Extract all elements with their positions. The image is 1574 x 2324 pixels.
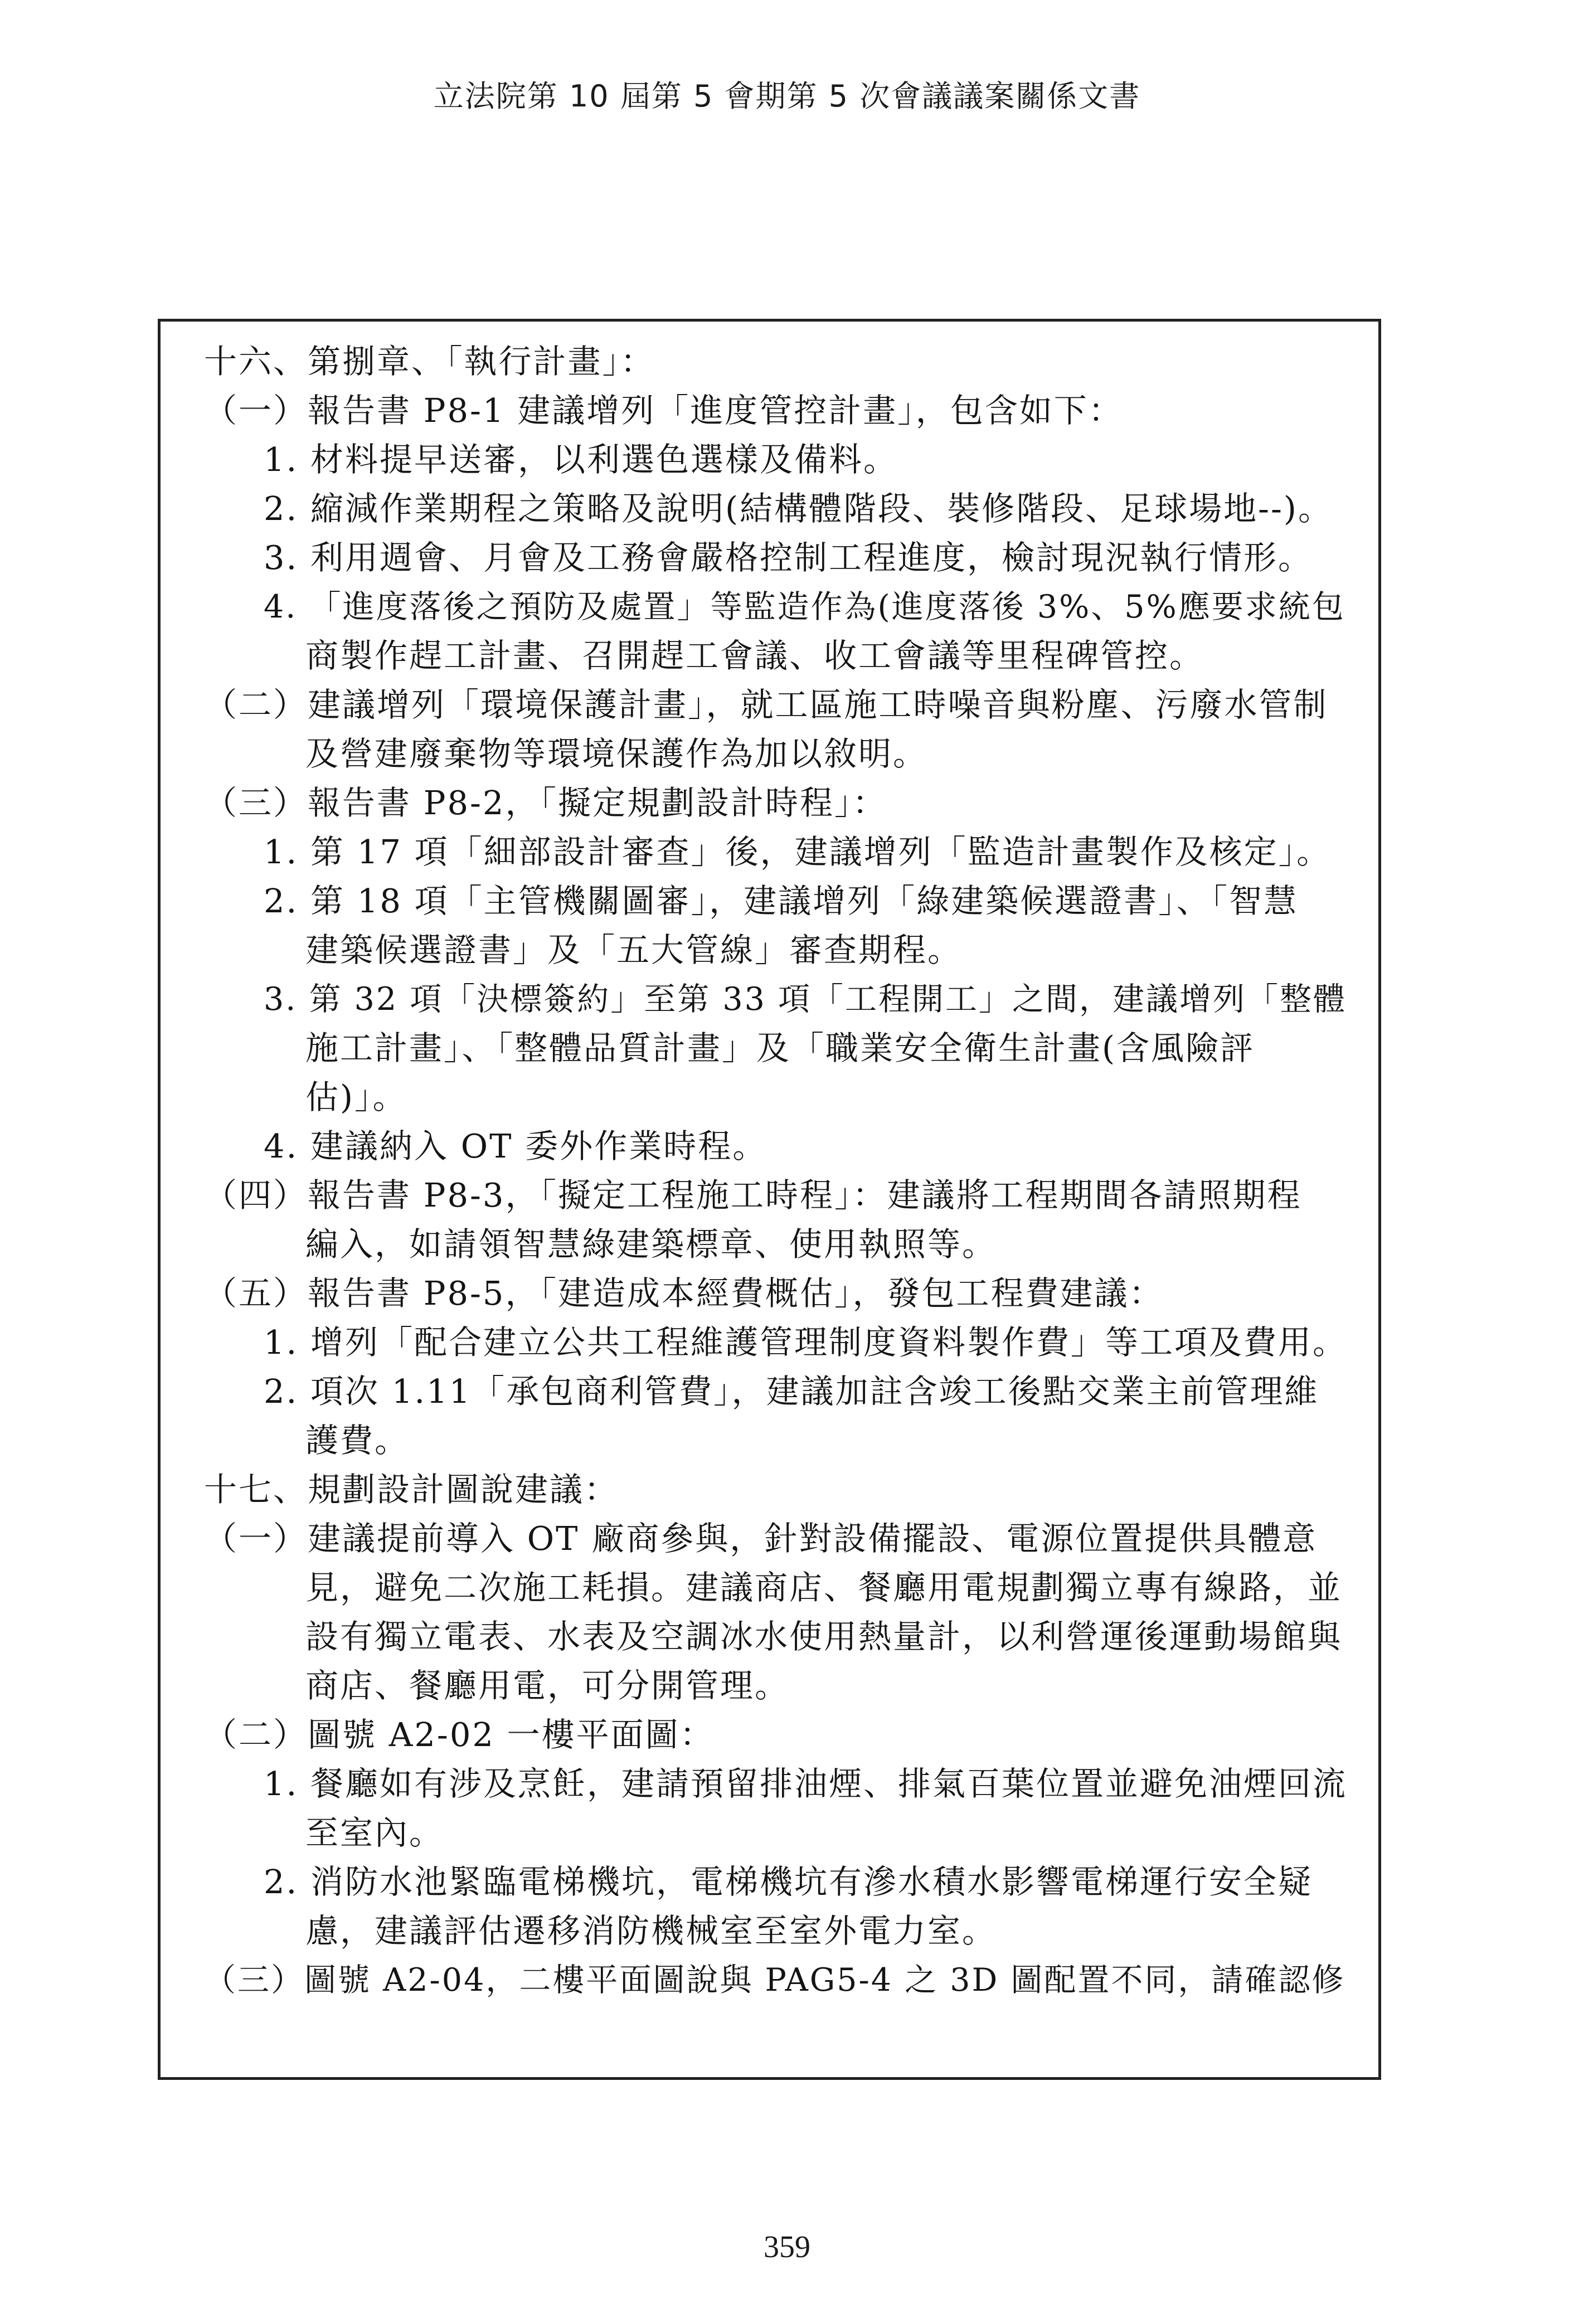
document-header: 立法院第 10 屆第 5 會期第 5 次會議議案關係文書 — [433, 79, 1141, 114]
numbered-item: 2. 第 18 項「主管機關圖審」，建議增列「綠建築候選證書」、「智慧 — [264, 882, 1299, 920]
subsection-line: （二）圖號 A2-02 一樓平面圖： — [204, 1715, 715, 1754]
subsection-line: （一）報告書 P8-1 建議增列「進度管控計畫」，包含如下： — [204, 391, 1123, 430]
numbered-item: 2. 縮減作業期程之策略及說明(結構體階段、裝修階段、足球場地--)。 — [264, 489, 1333, 528]
item-continuation: 估)」。 — [305, 1078, 407, 1116]
item-continuation: 商製作趕工計畫、召開趕工會議、收工會議等里程碑管控。 — [305, 636, 1204, 675]
document-body-box — [158, 319, 1381, 2080]
subsection-continuation: 及營建廢棄物等環境保護作為加以敘明。 — [305, 735, 928, 773]
subsection-line: （一）建議提前導入 OT 廠商參與，針對設備擺設、電源位置提供具體意 — [204, 1519, 1318, 1558]
numbered-item: 3. 第 32 項「決標簽約」至第 33 項「工程開工」之間，建議增列「整體 — [264, 981, 1347, 1018]
numbered-item: 2. 項次 1.11「承包商利管費」，建議加註含竣工後點交業主前管理維 — [264, 1372, 1319, 1411]
subsection-continuation: 編入，如請領智慧綠建築標章、使用執照等。 — [305, 1225, 997, 1263]
subsection-line: （四）報告書 P8-3，「擬定工程施工時程」：建議將工程期間各請照期程 — [204, 1176, 1302, 1214]
numbered-item: 1. 餐廳如有涉及烹飪，建請預留排油煙、排氣百葉位置並避免油煙回流 — [264, 1764, 1348, 1803]
numbered-item: 3. 利用週會、月會及工務會嚴格控制工程進度，檢討現況執行情形。 — [264, 538, 1313, 577]
subsection-continuation: 商店、餐廳用電，可分開管理。 — [305, 1666, 790, 1705]
subsection-line: （二）建議增列「環境保護計畫」，就工區施工時噪音與粉塵、污廢水管制 — [204, 685, 1328, 724]
numbered-item: 4. 建議納入 OT 委外作業時程。 — [264, 1127, 767, 1165]
page-number: 359 — [764, 2230, 810, 2264]
subsection-continuation: 見，避免二次施工耗損。建議商店、餐廳用電規劃獨立專有線路，並 — [305, 1568, 1343, 1607]
numbered-item: 1. 增列「配合建立公共工程維護管理制度資料製作費」等工項及費用。 — [264, 1323, 1348, 1362]
subsection-continuation: 設有獨立電表、水表及空調冰水使用熱量計，以利營運後運動場館與 — [305, 1617, 1343, 1656]
subsection-line: （五）報告書 P8-5，「建造成本經費概估」，發包工程費建議： — [204, 1274, 1164, 1312]
item-continuation: 慮，建議評估遷移消防機械室至室外電力室。 — [305, 1912, 997, 1950]
numbered-item: 1. 材料提早送審，以利選色選樣及備料。 — [264, 440, 898, 479]
section-heading: 十七、規劃設計圖說建議： — [204, 1470, 619, 1509]
subsection-line: （三）圖號 A2-04，二樓平面圖說與 PAG5-4 之 3D 圖配置不同，請確認修 — [204, 1962, 1345, 1999]
item-continuation: 建築候選證書」及「五大管線」審查期程。 — [305, 931, 963, 969]
numbered-item: 2. 消防水池緊臨電梯機坑，電梯機坑有滲水積水影響電梯運行安全疑 — [264, 1863, 1313, 1901]
section-heading: 十六、第捌章、「執行計畫」： — [204, 342, 655, 381]
item-continuation: 護費。 — [305, 1421, 410, 1460]
item-continuation: 施工計畫」、「整體品質計畫」及「職業安全衛生計畫(含風險評 — [305, 1029, 1255, 1067]
numbered-item: 1. 第 17 項「細部設計審查」後，建議增列「監造計畫製作及核定」。 — [264, 833, 1332, 871]
numbered-item: 4. 「進度落後之預防及處置」等監造作為(進度落後 3%、5%應要求統包 — [264, 589, 1345, 625]
subsection-line: （三）報告書 P8-2，「擬定規劃設計時程」： — [204, 784, 887, 822]
item-continuation: 至室內。 — [305, 1814, 444, 1852]
